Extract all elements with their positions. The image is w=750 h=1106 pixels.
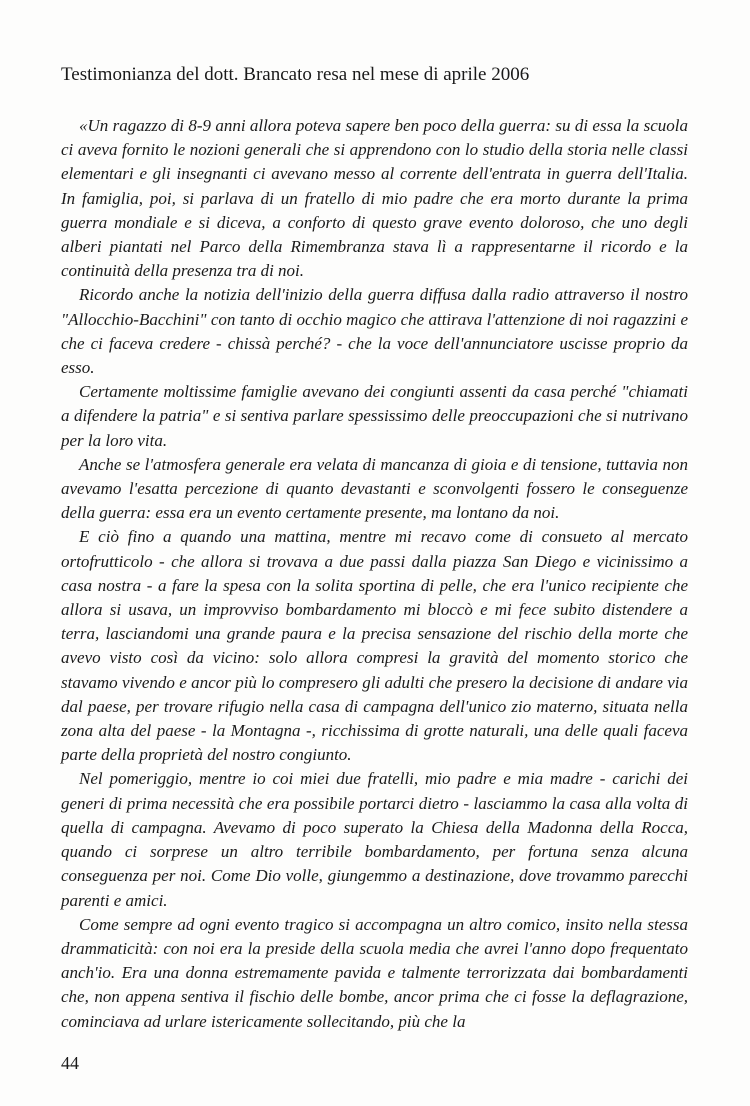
paragraph: «Un ragazzo di 8-9 anni allora poteva sapere ben poco della guerra: su di essa la scuola ci aveva fornito le nozioni generali che si apprendono con lo studio della storia nelle classi elementari e gli insegnanti ci avevano messo al corrente dell'entrata in guerra dell'Italia. In famiglia, poi, si parlava di un fratello di mio padre che era morto durante la prima guerra mondiale e si diceva, a conforto di questo grave evento doloroso, che uno degli alberi piantati nel Parco della Rimembranza stava lì a rappresentarne il ricordo e la continuità della presenza tra di noi. — [61, 116, 688, 281]
paragraph: Nel pomeriggio, mentre io coi miei due fratelli, mio padre e mia madre - carichi dei generi di prima necessità che era possibile portarci dietro - lasciammo la casa alla volta di quella di campagna. Avevamo di poco superato la Chiesa della Madonna della Rocca, quando ci sorprese un altro terribile bombardamento, per fortuna senza alcuna conseguenza per noi. Come Dio volle, giungemmo a destinazione, dove trovammo parecchi parenti e amici. — [61, 769, 688, 910]
page-number: 44 — [61, 1053, 79, 1073]
paragraph: Anche se l'atmosfera generale era velata di mancanza di gioia e di tensione, tuttavia non avevamo l'esatta percezione di quanto devastanti e sconvolgenti fossero le conseguenze della guerra: essa era un evento certamente presente, ma lontano da noi. — [61, 454, 688, 523]
paragraph: Certamente moltissime famiglie avevano dei congiunti assenti da casa perché "chiamati a difendere la patria" e si sentiva parlare spessissimo delle preoccupazioni che si nutrivano per la loro vita. — [61, 382, 688, 450]
section-heading: Testimonianza del dott. Brancato resa nel mese di aprile 2006 — [61, 64, 530, 85]
testimony-text — [61, 114, 688, 1034]
paragraph: E ciò fino a quando una mattina, mentre mi recavo come di consueto al mercato ortofrutticolo - che allora si trovava a due passi dalla piazza San Diego e vicinissimo a casa nostra - a fare la spesa con la solita sportina di pelle, che era l'unico recipiente che allora si usava, un improvviso bombardamento mi bloccò e mi fece subito distendere a terra, lasciandomi una grande paura e la precisa sensazione del rischio della morte che avevo visto così da vicino: solo allora compresi la gravità del momento storico che stavamo vivendo e ancor più lo compresero gli adulti che presero la decisione di andare via dal paese, per trovare rifugio nella casa di campagna dell'unico zio materno, situata nella zona alta del paese - la Montagna -, ricchissima di grotte naturali, una delle quali faceva parte della proprietà del nostro congiunto. — [61, 527, 688, 765]
paragraph: Come sempre ad ogni evento tragico si accompagna un altro comico, insito nella stessa drammaticità: con noi era la preside della scuola media che avrei l'anno dopo frequentato anch'io. Era una donna estremamente pavida e talmente terrorizzata dai bombardamenti che, non appena sentiva il fischio delle bombe, ancor prima che ci fosse la deflagrazione, cominciava ad urlare istericamente sollecitando, più che la — [61, 914, 688, 1031]
paragraph: Ricordo anche la notizia dell'inizio della guerra diffusa dalla radio attraverso il nostro "Allocchio-Bacchini" con tanto di occhio magico che attirava l'attenzione di noi ragazzini e che ci faceva credere - chissà perché? - che la voce dell'annunciatore uscisse proprio da esso. — [61, 285, 688, 378]
